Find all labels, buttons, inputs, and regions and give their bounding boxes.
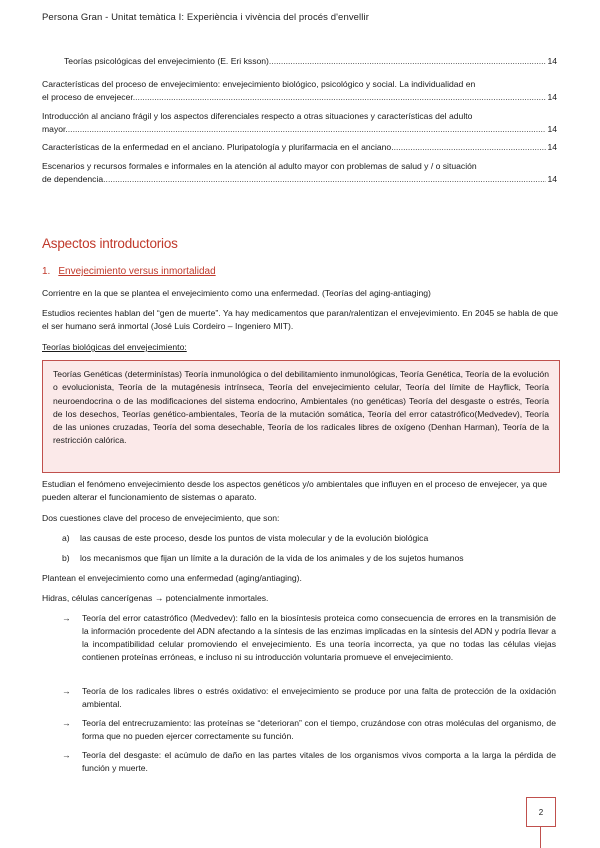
- toc-entry-page: 14: [547, 124, 557, 134]
- toc-entry-text: Introducción al anciano frágil y los aspectos diferenciales respecto a otras situaciones y características del adulto: [42, 111, 473, 121]
- toc-entry-text: de dependencia: [42, 174, 104, 184]
- arrow-item-text: Teoría del desgaste: el acúmulo de daño en las partes vitales de los organismos vivos comporta a la larga la pérdida de función y muerte.: [82, 750, 556, 773]
- paragraph-studies: Estudios recientes hablan del “gen de muerte”. Ya hay medicamentos que paran/ralentizan el envejevimiento. En 2045 se habla de que el ser humano será inmortal (José Luis Cordeiro – Ingeniero MIT).: [42, 308, 558, 331]
- paragraph-disease: Plantean el envejecimiento como una enfermedad (aging/antiaging).: [42, 573, 302, 583]
- section-title: Aspectos introductorios: [42, 236, 178, 251]
- paragraph-study: Estudian el fenómeno envejecimiento desde los aspectos genéticos y/o ambientales que influyen en el proceso de envejecer, ya que pueden alterar el funcionamiento de sistemas o aparato.: [42, 479, 547, 502]
- arrow-item-text: Teoría de los radicales libres o estrés oxidativo: el envejecimiento se produce por una falta de protección de la oxidación ambiental.: [82, 686, 556, 709]
- list-item: [62, 552, 556, 565]
- arrow-item-text: Teoría del entrecruzamiento: las proteínas se “deterioran” con el tiempo, cruzándose con otras moléculas del organismo, de forma que no pueden ejercer correctamente su función.: [82, 718, 556, 741]
- list-item-text: los mecanismos que fijan un límite a la duración de la vida de los animales y de los sujetos humanos: [80, 553, 464, 563]
- toc-entry-2[interactable]: [42, 78, 557, 104]
- toc-entry-4[interactable]: [42, 141, 557, 154]
- toc-entry-page: 14: [547, 56, 557, 66]
- subsection-heading: [42, 266, 216, 277]
- biological-theories-box: Teorías Genéticas (determinístas) Teoría inmunológica o del debilitamiento inmunológicas, Teoría Genética, Teoría de la evolución o evolucionista, Teoría de la mutagénesis intrínseca, Teoría del envejecimiento celular, Teoría del límite de Hayflick, Teoría neuroendocrina o de las modificaciones del sistema endocrino, Ambientales (no genéticas) Teoría del desgaste o estrés, Teoría de los desechos, Teorías genético-ambientales, Teoría de la mutación somática, Teoría del error catastrófico(Medvedev), Teoría de las uniones cruzadas, Teoría del soma desechable, Teoría de los radicales libres de oxígeno (Denhan Harman), Teoría de la restricción calórica.: [42, 360, 560, 473]
- arrow-right-icon: →: [62, 718, 71, 728]
- list-item: [62, 532, 556, 545]
- paragraph-key-questions: Dos cuestiones clave del proceso de envejecimiento, que son:: [42, 513, 280, 523]
- toc-entry-text: Teorías psicológicas del envejecimiento (E. Eri ksson): [64, 56, 269, 66]
- subsection-number: 1.: [42, 266, 51, 277]
- arrow-item: [62, 717, 556, 743]
- toc-entry-page: 14: [547, 174, 557, 184]
- biological-theories-heading: Teorías biológicas del envejecimiento:: [42, 342, 187, 352]
- toc-entry-text: el proceso de envejecer.: [42, 92, 136, 102]
- toc-entry-1[interactable]: [42, 55, 557, 68]
- arrow-item-text: Teoría del error catastrófico (Medvedev): fallo en la biosíntesis proteica como consecuencia de errores en la transmisión de la información procedente del ADN afectando a la síntesis de las enzimas implicadas en la síntesis del ADN y podría llevar a la incompatibilidad celular promoviendo el envejecimiento. Es una teoría incorrecta, ya que no todas las células viejas contienen proteínas erróneas, e incluso ni su introducción voluntaria promueve el envejecimiento.: [82, 613, 556, 662]
- toc-entry-text: Escenarios y recursos formales e informales en la atención al adulto mayor con problemas de salud y / o situación: [42, 161, 477, 171]
- paragraph-intro: Corrientre en la que se plantea el envejecimiento como una enfermedad. (Teorías del aging-antiaging): [42, 288, 431, 298]
- toc-entry-text: Características de la enfermedad en el anciano. Pluripatología y plurifarmacia en el anciano.: [42, 142, 394, 152]
- arrow-item: [62, 685, 556, 711]
- toc-entry-3[interactable]: [42, 110, 557, 136]
- paragraph-immortal: Hidras, células cancerígenas → potencialmente inmortales.: [42, 593, 269, 603]
- list-marker: a): [62, 533, 70, 543]
- toc-entry-page: 14: [547, 142, 557, 152]
- toc-entry-page: 14: [547, 92, 557, 102]
- subsection-title: Envejecimiento versus inmortalidad: [58, 266, 216, 277]
- arrow-right-icon: →: [62, 686, 71, 696]
- page-number-line: [540, 826, 541, 848]
- arrow-right-icon: →: [62, 613, 71, 623]
- list-item-text: las causas de este proceso, desde los puntos de vista molecular y de la evolución biológica: [80, 533, 429, 543]
- arrow-item: [62, 749, 556, 775]
- toc-entry-text: mayor.: [42, 124, 68, 134]
- toc-entry-5[interactable]: [42, 160, 557, 186]
- page-number: 2: [526, 797, 556, 827]
- toc-entry-text: Características del proceso de envejecimiento: envejecimiento biológico, psicológico y social. La individualidad en: [42, 79, 476, 89]
- running-header: Persona Gran - Unitat temàtica I: Experiència i vivència del procés d'envellir: [42, 12, 369, 23]
- arrow-item: [62, 612, 556, 664]
- list-marker: b): [62, 553, 70, 563]
- arrow-right-icon: →: [62, 750, 71, 760]
